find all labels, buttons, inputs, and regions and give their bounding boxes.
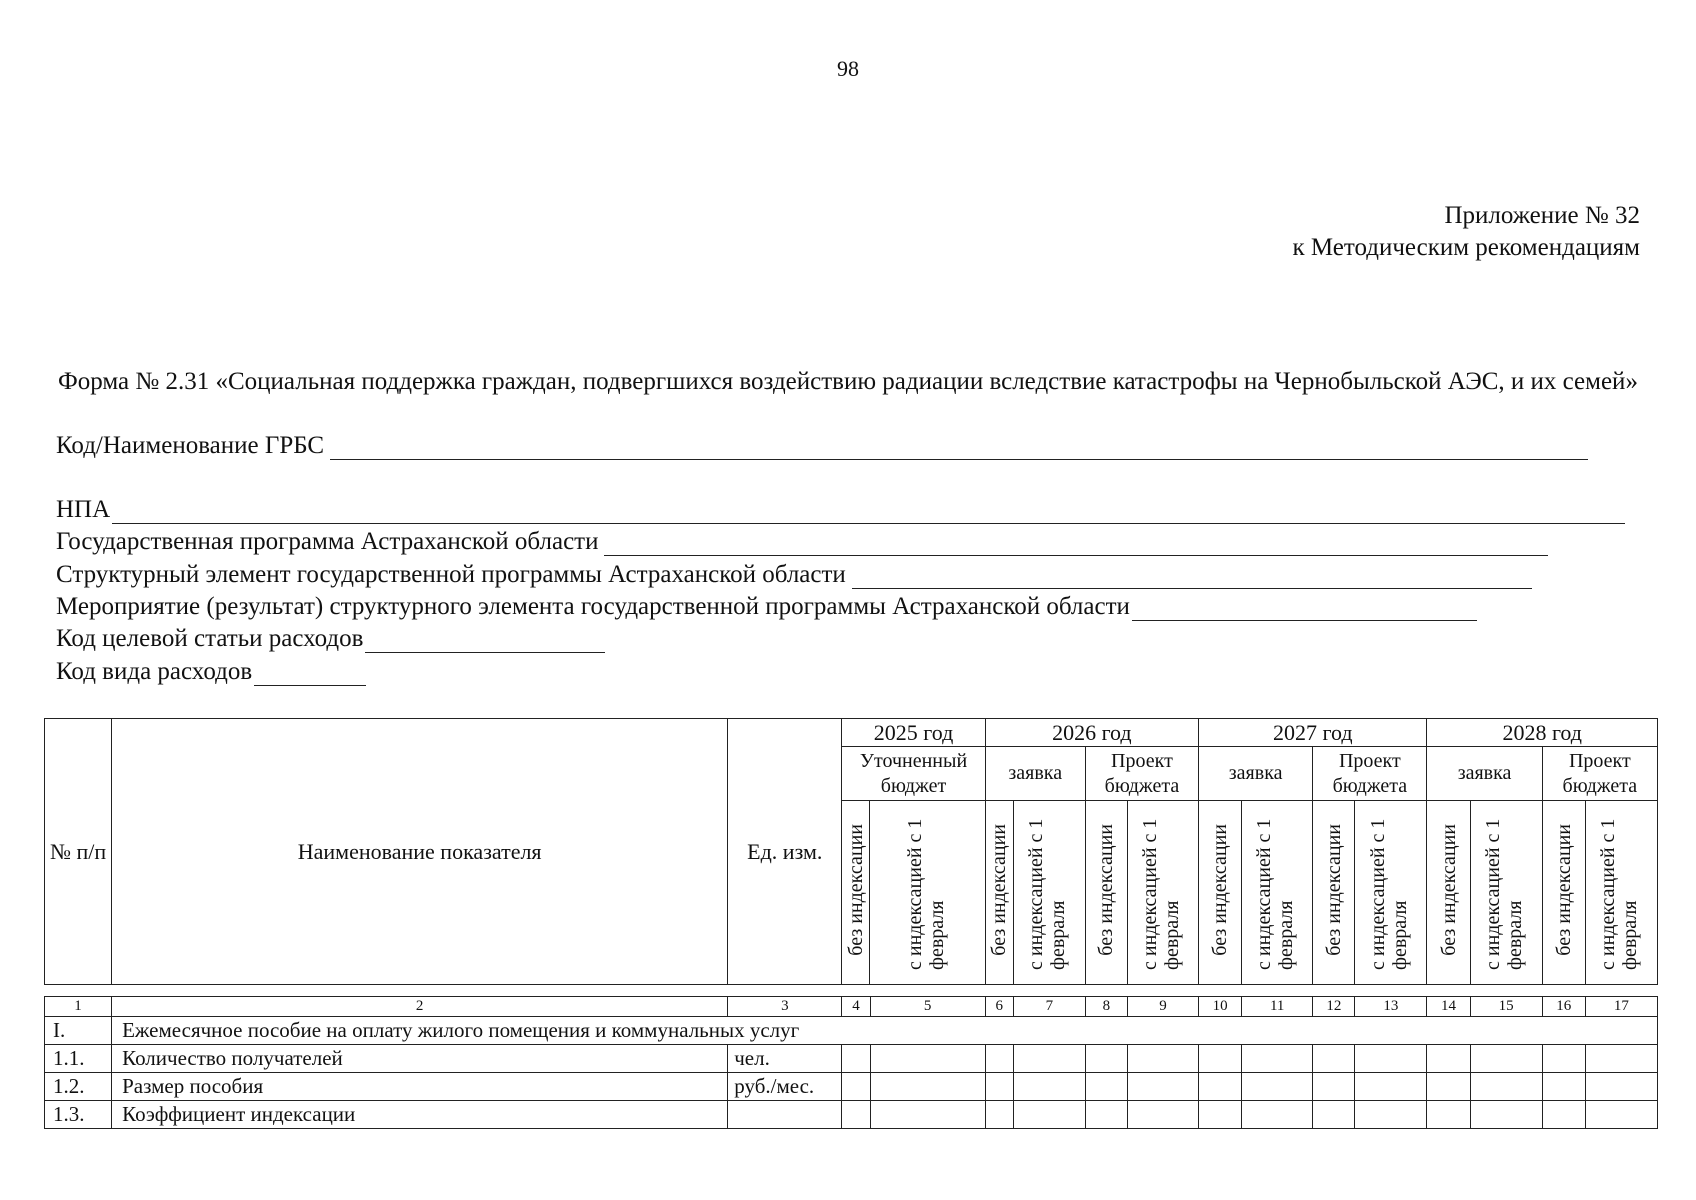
index-label-with: с индексацией с 1 февраля — [1366, 818, 1411, 970]
index-header-without — [985, 801, 1013, 985]
index-label-with: с индексацией с 1 февраля — [903, 818, 948, 970]
appendix-label — [1292, 200, 1640, 264]
index-label-with: с индексацией с 1 февраля — [1138, 818, 1183, 970]
value-cell[interactable] — [1427, 1073, 1470, 1101]
row-unit: руб./мес. — [728, 1073, 842, 1101]
value-cell[interactable] — [870, 1073, 985, 1101]
value-cell[interactable] — [1355, 1073, 1427, 1101]
budget-request-2026: заявка — [985, 747, 1085, 801]
index-header-without — [842, 801, 870, 985]
field-npa-blank — [112, 497, 1625, 524]
field-activity-blank — [1132, 594, 1477, 621]
year-2027: 2027 год — [1199, 719, 1427, 747]
column-number: 6 — [985, 997, 1013, 1017]
index-label-without: без индексации — [1322, 824, 1345, 956]
value-cell[interactable] — [1313, 1045, 1355, 1073]
index-label-without: без индексации — [1437, 824, 1460, 956]
value-cell[interactable] — [1542, 1073, 1585, 1101]
row-name: Коэффициент индексации — [112, 1101, 728, 1129]
column-number: 15 — [1470, 997, 1542, 1017]
field-npa-label: НПА — [56, 496, 111, 523]
row-number: 1.2. — [45, 1073, 112, 1101]
field-activity — [56, 589, 1477, 621]
index-label-with: с индексацией с 1 февраля — [1597, 818, 1642, 970]
appendix-line-2: к Методическим рекомендациям — [1292, 234, 1640, 261]
row-number: 1.1. — [45, 1045, 112, 1073]
col-header-name: Наименование показателя — [112, 719, 728, 985]
field-target-code-label: Код целевой статьи расходов — [56, 625, 364, 652]
value-cell[interactable] — [1427, 1101, 1470, 1129]
field-expense-code-label: Код вида расходов — [56, 658, 253, 685]
index-label-without: без индексации — [1209, 824, 1232, 956]
value-cell[interactable] — [1542, 1101, 1585, 1129]
section-row — [45, 1017, 1658, 1045]
budget-request-2027: заявка — [1199, 747, 1313, 801]
column-number: 16 — [1542, 997, 1585, 1017]
value-cell[interactable] — [1355, 1045, 1427, 1073]
value-cell[interactable] — [842, 1101, 870, 1129]
column-number: 11 — [1242, 997, 1313, 1017]
field-structural-label: Структурный элемент государственной программы Астраханской области — [56, 561, 846, 588]
column-number: 7 — [1013, 997, 1085, 1017]
index-header-with — [1013, 801, 1085, 985]
budget-draft-2026: Проект бюджета — [1085, 747, 1198, 801]
field-target-code-blank — [365, 626, 605, 653]
index-label-with: с индексацией с 1 февраля — [1482, 818, 1527, 970]
value-cell[interactable] — [870, 1101, 985, 1129]
row-unit — [728, 1101, 842, 1129]
value-cell[interactable] — [1085, 1101, 1127, 1129]
value-cell[interactable] — [1013, 1101, 1085, 1129]
data-table — [44, 996, 1658, 1129]
form-title: Форма № 2.31 «Социальная поддержка граждан, подвергшихся воздействию радиации вследствие катастрофы на Чернобыльской АЭС, и их семей» — [58, 368, 1638, 395]
field-target-code — [56, 621, 605, 653]
col-header-number: № п/п — [45, 719, 112, 985]
index-label-without: без индексации — [988, 824, 1011, 956]
column-number-row — [45, 997, 1658, 1017]
index-header-with — [1355, 801, 1427, 985]
index-header-with — [870, 801, 985, 985]
appendix-line-1: Приложение № 32 — [1444, 202, 1640, 229]
row-name: Размер пособия — [112, 1073, 728, 1101]
value-cell[interactable] — [1427, 1045, 1470, 1073]
field-expense-code — [56, 654, 366, 686]
index-header-without — [1199, 801, 1242, 985]
col-header-unit: Ед. изм. — [728, 719, 842, 985]
column-number: 8 — [1085, 997, 1127, 1017]
field-program — [56, 524, 1548, 556]
section-name: Ежемесячное пособие на оплату жилого помещения и коммунальных услуг — [112, 1017, 1658, 1045]
value-cell[interactable] — [1013, 1045, 1085, 1073]
value-cell[interactable] — [1585, 1045, 1657, 1073]
year-2028: 2028 год — [1427, 719, 1658, 747]
index-header-with — [1127, 801, 1198, 985]
field-structural — [56, 557, 1532, 589]
column-number: 12 — [1313, 997, 1355, 1017]
column-number: 2 — [112, 997, 728, 1017]
row-number: 1.3. — [45, 1101, 112, 1129]
field-grbs-blank — [330, 433, 1588, 460]
section-number: I. — [45, 1017, 112, 1045]
column-number: 9 — [1127, 997, 1198, 1017]
year-2026: 2026 год — [985, 719, 1198, 747]
budget-draft-2028: Проект бюджета — [1542, 747, 1657, 801]
value-cell[interactable] — [870, 1045, 985, 1073]
value-cell[interactable] — [1355, 1101, 1427, 1129]
value-cell[interactable] — [1085, 1045, 1127, 1073]
value-cell[interactable] — [1542, 1045, 1585, 1073]
value-cell[interactable] — [1127, 1045, 1198, 1073]
year-2025: 2025 год — [842, 719, 985, 747]
field-expense-code-blank — [254, 659, 366, 686]
value-cell[interactable] — [985, 1073, 1013, 1101]
row-name: Количество получателей — [112, 1045, 728, 1073]
value-cell[interactable] — [1199, 1045, 1242, 1073]
column-number: 14 — [1427, 997, 1470, 1017]
index-label-without: без индексации — [844, 824, 867, 956]
index-header-without — [1085, 801, 1127, 985]
index-label-without: без индексации — [1552, 824, 1575, 956]
row-unit: чел. — [728, 1045, 842, 1073]
column-number: 13 — [1355, 997, 1427, 1017]
field-structural-blank — [852, 562, 1532, 589]
index-header-without — [1427, 801, 1470, 985]
index-label-with: с индексацией с 1 февраля — [1025, 818, 1070, 970]
column-number: 10 — [1199, 997, 1242, 1017]
value-cell[interactable] — [1199, 1101, 1242, 1129]
value-cell[interactable] — [985, 1101, 1013, 1129]
column-number: 5 — [870, 997, 985, 1017]
value-cell[interactable] — [1199, 1073, 1242, 1101]
value-cell[interactable] — [1013, 1073, 1085, 1101]
field-program-label: Государственная программа Астраханской области — [56, 528, 599, 555]
field-activity-label: Мероприятие (результат) структурного элемента государственной программы Астраханской области — [56, 593, 1130, 620]
column-number: 17 — [1585, 997, 1657, 1017]
value-cell[interactable] — [1585, 1073, 1657, 1101]
budget-request-2028: заявка — [1427, 747, 1542, 801]
index-header-with — [1470, 801, 1542, 985]
value-cell[interactable] — [985, 1045, 1013, 1073]
index-header-without — [1313, 801, 1355, 985]
column-number: 1 — [45, 997, 112, 1017]
table-row — [45, 1073, 1658, 1101]
field-program-blank — [604, 529, 1548, 556]
value-cell[interactable] — [1470, 1073, 1542, 1101]
budget-refined-2025: Уточненный бюджет — [842, 747, 985, 801]
value-cell[interactable] — [1313, 1073, 1355, 1101]
index-label-without: без индексации — [1095, 824, 1118, 956]
field-grbs-label: Код/Наименование ГРБС — [56, 432, 325, 459]
table-row — [45, 1045, 1658, 1073]
value-cell[interactable] — [1127, 1073, 1198, 1101]
value-cell[interactable] — [1470, 1045, 1542, 1073]
value-cell[interactable] — [1127, 1101, 1198, 1129]
index-header-with — [1585, 801, 1657, 985]
field-npa — [56, 492, 1625, 524]
value-cell[interactable] — [1242, 1045, 1313, 1073]
column-number: 3 — [728, 997, 842, 1017]
header-table — [44, 718, 1658, 985]
table-row — [45, 1101, 1658, 1129]
field-grbs — [56, 428, 1588, 460]
value-cell[interactable] — [1470, 1101, 1542, 1129]
index-header-with — [1242, 801, 1313, 985]
index-header-without — [1542, 801, 1585, 985]
value-cell[interactable] — [1313, 1101, 1355, 1129]
value-cell[interactable] — [1242, 1101, 1313, 1129]
index-label-with: с индексацией с 1 февраля — [1253, 818, 1298, 970]
value-cell[interactable] — [1085, 1073, 1127, 1101]
page-number: 98 — [837, 56, 859, 81]
budget-draft-2027: Проект бюджета — [1313, 747, 1427, 801]
value-cell[interactable] — [842, 1045, 870, 1073]
value-cell[interactable] — [1585, 1101, 1657, 1129]
value-cell[interactable] — [842, 1073, 870, 1101]
value-cell[interactable] — [1242, 1073, 1313, 1101]
column-number: 4 — [842, 997, 870, 1017]
